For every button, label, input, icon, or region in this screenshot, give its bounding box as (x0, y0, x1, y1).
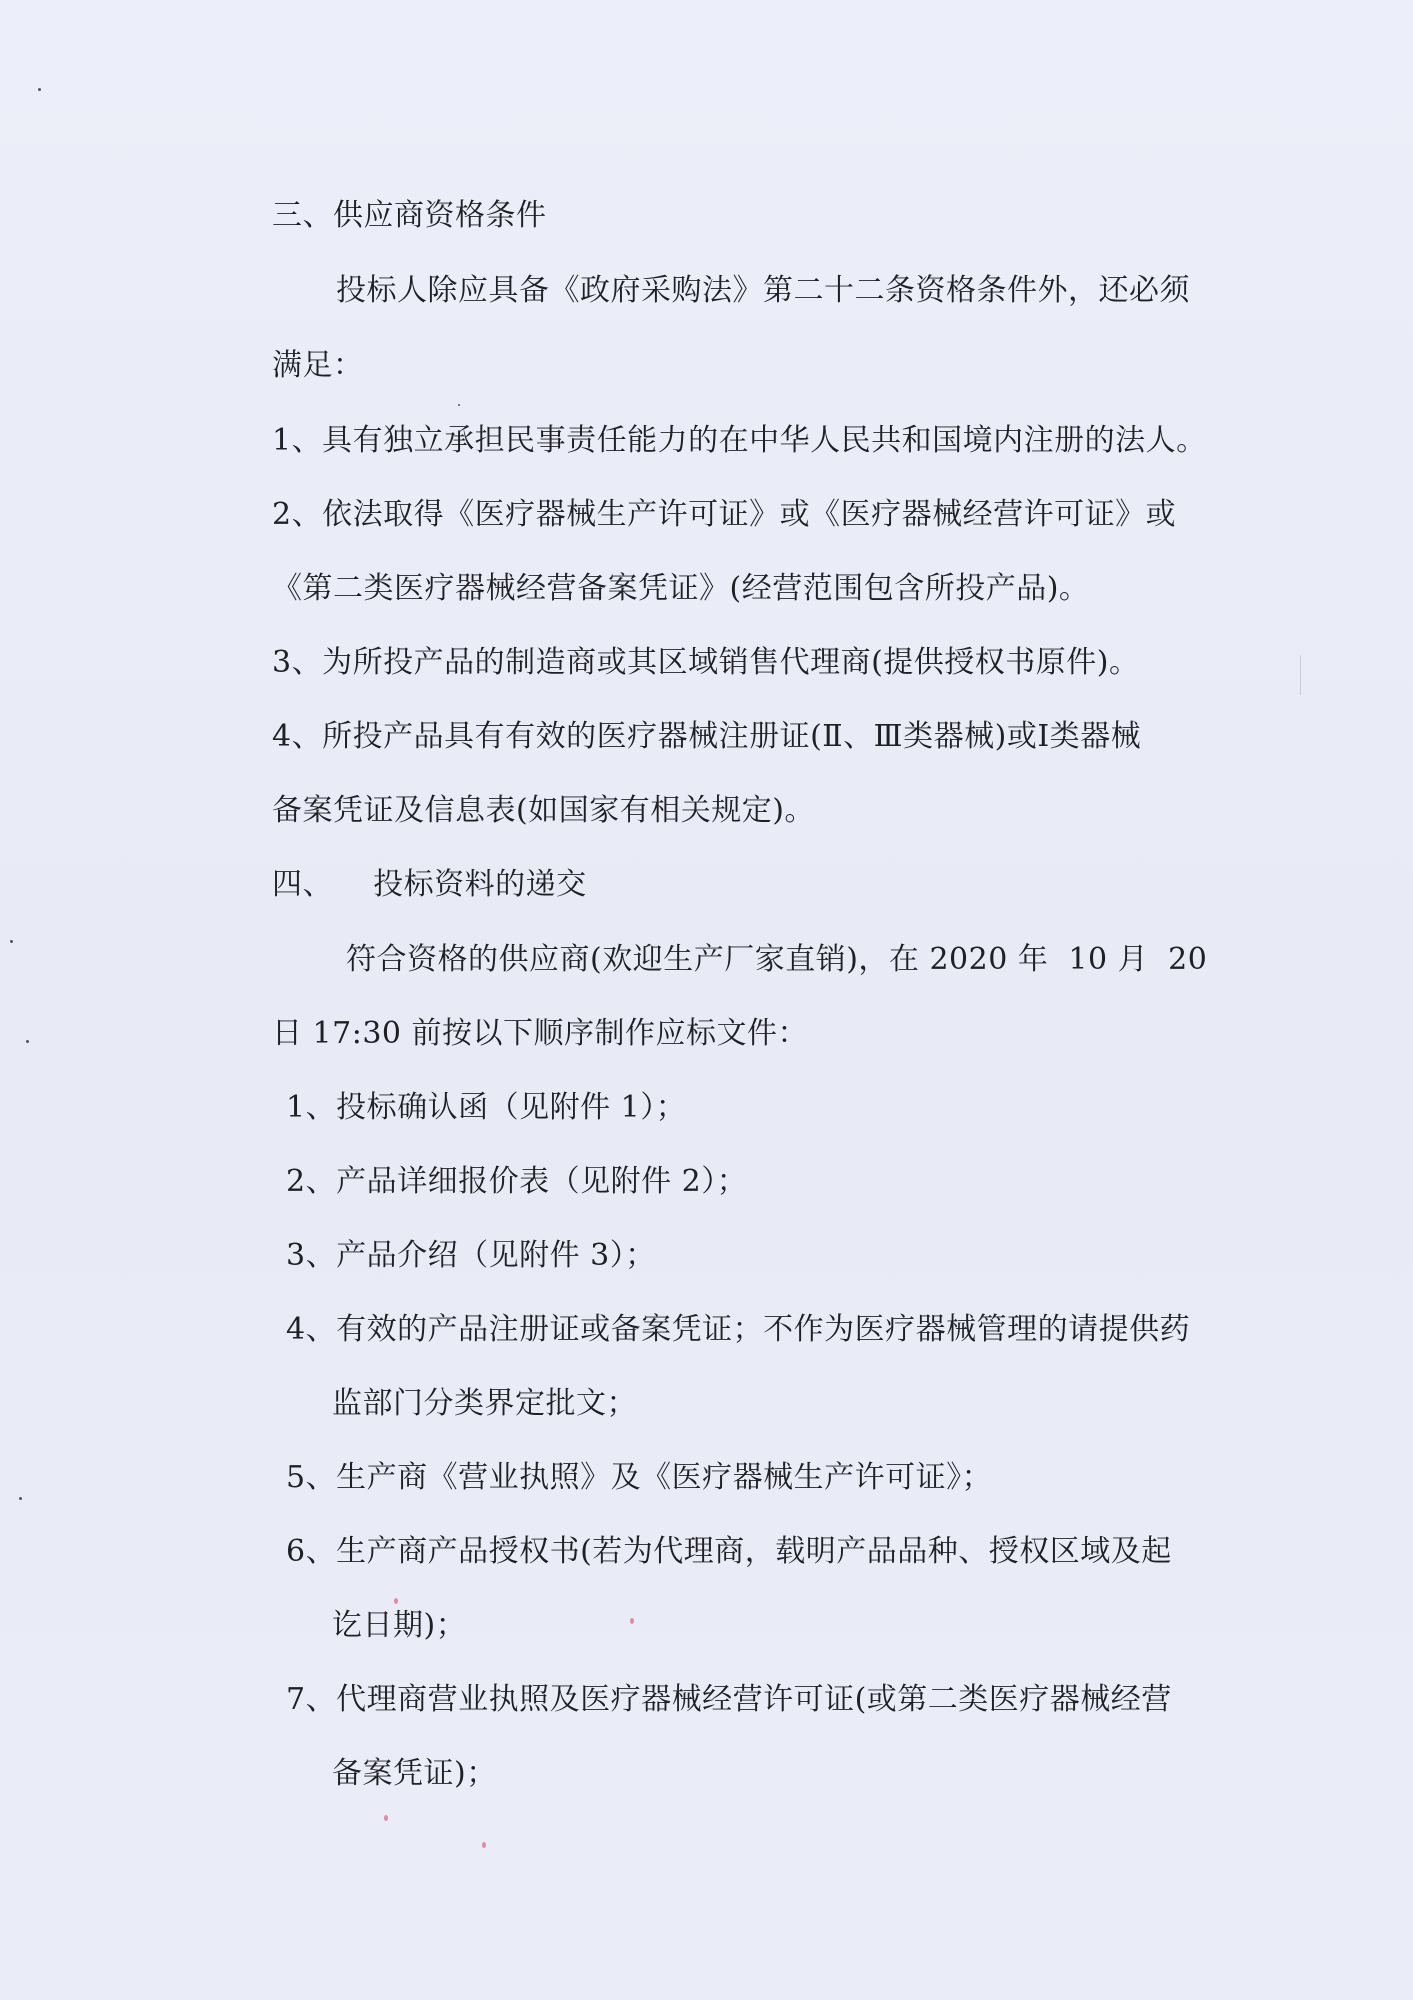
section-heading-4: 四、 投标资料的递交 (272, 867, 587, 902)
list-item: 2、依法取得《医疗器械生产许可证》或《医疗器械经营许可证》或 (272, 497, 1177, 532)
list-item: 4、有效的产品注册证或备案凭证；不作为医疗器械管理的请提供药 (286, 1312, 1191, 1347)
paragraph-line: 日 17:30 前按以下顺序制作应标文件： (272, 1016, 809, 1051)
scan-speck (458, 404, 460, 406)
scan-mark (384, 1815, 388, 1821)
scan-speck (26, 1040, 29, 1043)
section-heading-3: 三、供应商资格条件 (272, 198, 547, 233)
page-fold (1300, 655, 1301, 695)
scan-mark (394, 1598, 398, 1604)
paragraph-line: 投标人除应具备《政府采购法》第二十二条资格条件外，还必须 (336, 273, 1190, 308)
list-item: 7、代理商营业执照及医疗器械经营许可证(或第二类医疗器械经营 (286, 1682, 1172, 1717)
list-item-continuation: 备案凭证及信息表(如国家有相关规定)。 (272, 793, 815, 828)
scan-mark (630, 1618, 634, 1624)
list-item: 3、为所投产品的制造商或其区域销售代理商(提供授权书原件)。 (272, 645, 1140, 680)
scan-speck (19, 1497, 22, 1500)
paragraph-line: 满足： (272, 348, 364, 383)
list-item-continuation: 监部门分类界定批文； (332, 1386, 637, 1421)
paragraph-line: 符合资格的供应商(欢迎生产厂家直销)，在 2020 年 10 月 20 (346, 942, 1208, 977)
list-item: 2、产品详细报价表（见附件 2）； (286, 1164, 748, 1199)
list-item: 6、生产商产品授权书(若为代理商，载明产品品种、授权区域及起 (286, 1534, 1172, 1569)
list-item: 1、具有独立承担民事责任能力的在中华人民共和国境内注册的法人。 (272, 423, 1207, 458)
list-item-continuation: 备案凭证)； (332, 1756, 497, 1791)
list-item: 3、产品介绍（见附件 3）； (286, 1238, 656, 1273)
list-item-continuation: 《第二类医疗器械经营备案凭证》(经营范围包含所投产品)。 (272, 571, 1090, 606)
scan-speck (38, 88, 41, 91)
scan-speck (10, 940, 13, 943)
scan-mark (482, 1842, 486, 1848)
list-item: 1、投标确认函（见附件 1）； (286, 1090, 687, 1125)
list-item-continuation: 讫日期)； (332, 1608, 467, 1643)
list-item: 4、所投产品具有有效的医疗器械注册证(Ⅱ、Ⅲ类器械)或Ⅰ类器械 (272, 719, 1142, 754)
list-item: 5、生产商《营业执照》及《医疗器械生产许可证》； (286, 1460, 993, 1495)
